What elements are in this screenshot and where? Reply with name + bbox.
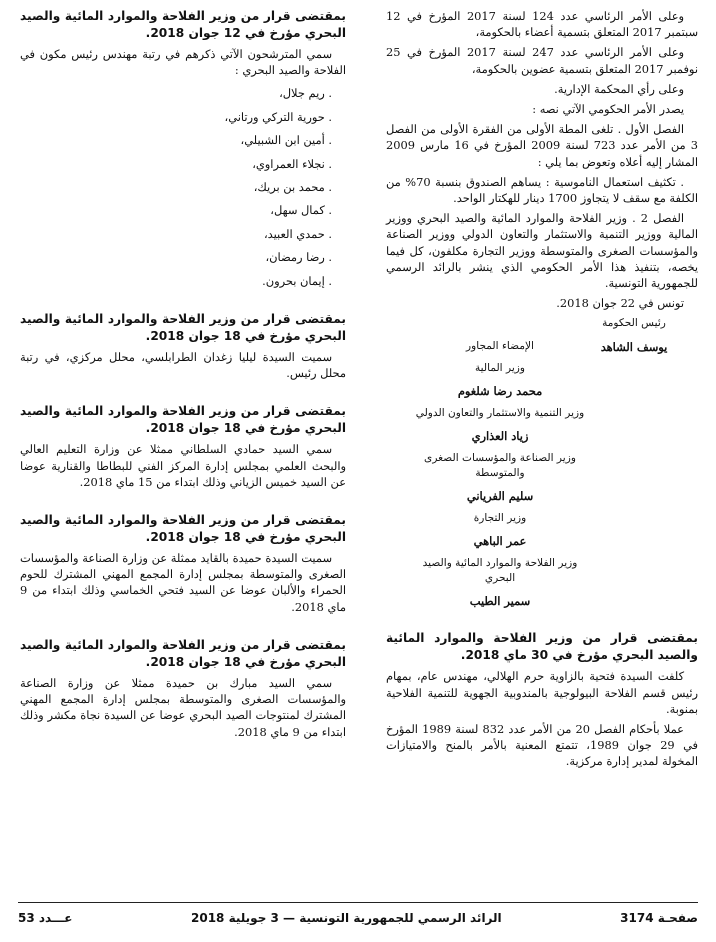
minister-title: وزير المالية <box>474 362 526 375</box>
names-list <box>20 82 346 293</box>
minister-name: سمير الطيب <box>469 594 531 609</box>
list-item: . رضا رمضان، <box>265 250 332 265</box>
page-number: صفحـة 3174 <box>620 911 698 925</box>
signature-block <box>386 315 698 621</box>
paragraph: سميت السيدة ليليا زغدان الطرابلسي، محلل مركزي، في رتبة محلل رئيس. <box>20 350 346 381</box>
page-footer <box>18 906 698 930</box>
minister-name: محمد رضا شلغوم <box>457 384 543 399</box>
list-item: . محمد بن بريك، <box>253 180 332 195</box>
article-2: الفصل 2 . وزير الفلاحة والموارد المائية والصيد البحري ووزير المالية ووزير التنمية والاستثمار والتعاون الدولي ووزير الصناعة والمؤسسات الصغرى والمتوسطة ووزير التجارة مكلفون، كل فيما يخصه، بتنفيذ هذا الأمر الحكومي الذي ينشر بالرائد الرسمي للجمهورية التونسية. <box>386 211 698 291</box>
countersign-label: الإمضاء المجاور <box>465 340 535 353</box>
minister-name: عمر الباهي <box>473 534 527 549</box>
footer-divider <box>18 902 698 903</box>
minister-name: سليم الفرياني <box>466 489 534 504</box>
list-item: . حورية التركي ورتاني، <box>224 109 332 124</box>
decision-heading: بمقتضى قرار من وزير الفلاحة والموارد المائية والصيد البحري مؤرخ في 30 ماي 2018. <box>386 631 698 663</box>
date-place: تونس في 22 جوان 2018. <box>556 296 684 311</box>
decision-heading: بمقتضى قرار من وزير الفلاحة والموارد المائية والصيد البحري مؤرخ في 18 جوان 2018. <box>20 513 346 545</box>
paragraph: وعلى الأمر الرئاسي عدد 247 لسنة 2017 المؤرخ في 25 نوفمبر 2017 المتعلق بتسمية عضوين بالحكومة، <box>386 45 698 76</box>
journal-title-date: الرائد الرسمي للجمهورية التونسية — 3 جويلية 2018 <box>191 911 502 925</box>
minister-title: وزير الفلاحة والموارد المائية والصيد البحري <box>422 557 578 585</box>
list-item: . إيمان بحرون. <box>262 273 332 288</box>
article-1-item: . تكثيف استعمال الناموسية : يساهم الصندوق بنسبة 70% من الكلفة مع سقف لا يتجاوز 1700 دينار للهكتار الواحد. <box>386 174 698 206</box>
paragraph: سميت السيدة حميدة بالقايد ممثلة عن وزارة الصناعة والمؤسسات الصغرى والمتوسطة بمجلس إدارة المجمع المهني المشترك للحوم الحمراء والألبان عوضا عن السيد فتحي الخماسي وذلك ابتداء من 9 ماي 2018. <box>20 551 346 614</box>
right-column <box>386 8 698 774</box>
paragraph: عملا بأحكام الفصل 20 من الأمر عدد 832 لسنة 1989 المؤرخ في 29 جوان 1989، تتمتع المعنية بالأمر بالمنح والامتيازات المخولة لمدير إدارة مركزية. <box>386 722 699 769</box>
head-of-government-title: رئيس الحكومة <box>602 317 666 330</box>
decision-heading: بمقتضى قرار من وزير الفلاحة والموارد المائية والصيد البحري مؤرخ في 18 جوان 2018. <box>20 312 346 344</box>
minister-title: وزير الصناعة والمؤسسات الصغرى والمتوسطة <box>424 452 576 480</box>
countersignatures <box>386 339 614 616</box>
paragraph: يصدر الأمر الحكومي الآتي نصه : <box>532 102 684 117</box>
decision-heading: بمقتضى قرار من وزير الفلاحة والموارد المائية والصيد البحري مؤرخ في 18 جوان 2018. <box>20 404 346 436</box>
list-item: . حمدي العبيد، <box>263 226 332 241</box>
list-item: . ريم جلال، <box>279 86 332 101</box>
paragraph: سمي السيد مبارك بن حميدة ممثلا عن وزارة الصناعة والمؤسسات الصغرى والمتوسطة بمجلس إدارة المجمع المهني المشترك لمنتوجات الصيد البحري عوضا عن السيدة نجاة مكشر وذلك ابتداء من 9 ماي 2018. <box>20 675 346 739</box>
head-of-government-name: يوسف الشاهد <box>600 340 668 355</box>
minister-name: زياد العذاري <box>471 429 529 444</box>
article-1: الفصل الأول . تلغى المطة الأولى من الفقرة الأولى من الفصل 3 من الأمر عدد 723 لسنة 2009 المؤرخ في 16 مارس 2009 المشار إليه أعلاه وتعوض بما يلي : <box>386 122 699 169</box>
minister-title: وزير التجارة <box>473 512 527 525</box>
decision-heading: بمقتضى قرار من وزير الفلاحة والموارد المائية والصيد البحري مؤرخ في 18 جوان 2018. <box>20 637 346 669</box>
issue-number: عـــدد 53 <box>18 911 73 925</box>
minister-title: وزير التنمية والاستثمار والتعاون الدولي <box>415 407 585 420</box>
left-column <box>20 8 346 744</box>
list-item: . أمين ابن الشبيلي، <box>240 133 332 148</box>
paragraph: سمي المترشحون الآتي ذكرهم في رتبة مهندس رئيس مكون في الفلاحة والصيد البحري : <box>20 47 346 78</box>
list-item: . كمال سهل، <box>270 203 332 218</box>
paragraph: كلفت السيدة فتحية بالزاوية حرم الهلالي، مهندس عام، بمهام رئيس قسم الفلاحة البيولوجية بالمندوبية الجهوية للتنمية الفلاحية بمنوبة. <box>386 669 698 716</box>
paragraph: وعلى رأي المحكمة الإدارية. <box>554 81 684 96</box>
paragraph: سمي السيد حمادي السلطاني ممثلا عن وزارة التعليم العالي والبحث العلمي بمجلس إدارة المركز الفني للبطاطا والقنارية عوضا عن السيد خميس الزياني وذلك ابتداء من 15 ماي 2018. <box>20 442 346 489</box>
list-item: . نجلاء العمراوي، <box>252 156 332 171</box>
paragraph: وعلى الأمر الرئاسي عدد 124 لسنة 2017 المؤرخ في 12 سبتمبر 2017 المتعلق بتسمية أعضاء بالحكومة، <box>386 9 698 40</box>
decision-heading: بمقتضى قرار من وزير الفلاحة والموارد المائية والصيد البحري مؤرخ في 12 جوان 2018. <box>20 9 346 40</box>
